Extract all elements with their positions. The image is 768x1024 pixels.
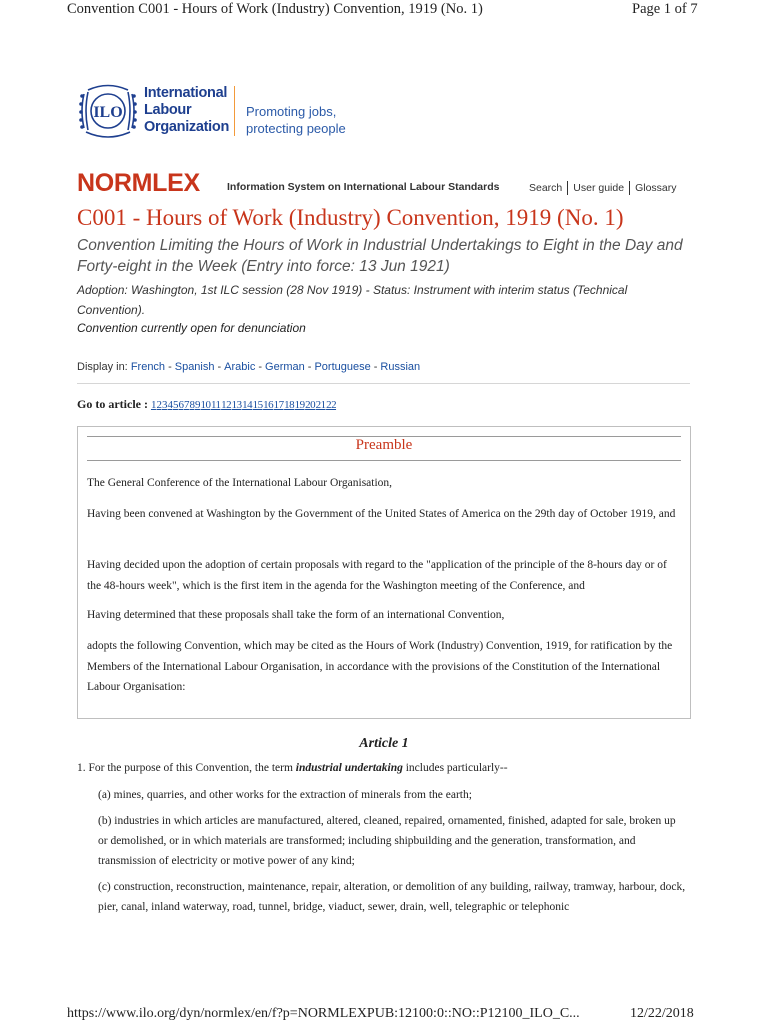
article-link[interactable]: 19 <box>294 399 305 411</box>
ilo-emblem-text: ILO <box>93 104 123 121</box>
top-nav <box>529 181 677 195</box>
nav-divider <box>629 181 630 195</box>
preamble-paragraph: adopts the following Convention, which may be cited as the Hours of Work (Industry) Convention, 1919, for ratification by the Members of the International Labour Organisation, in accordance with the provisions of the Constitution of the International Labour Organisation: <box>87 640 673 693</box>
article-link[interactable]: 1 <box>150 399 156 411</box>
display-in-label: Display in: <box>77 361 128 373</box>
preamble-paragraph: The General Conference of the International Labour Organisation, <box>87 477 393 489</box>
adoption-status: Adoption: Washington, 1st ILC session (28 Nov 1919) - Status: Instrument with interim status (Technical Convention). <box>77 283 628 317</box>
preamble-paragraph: Having decided upon the adoption of certain proposals with regard to the "application of the principle of the 8-hours day or of the 48-hours week", which is the first item in the agenda for the Washington meeting of the Conference, and <box>87 559 667 592</box>
logo-divider <box>234 86 235 136</box>
ilo-name-line: Organization <box>144 119 230 135</box>
article-link[interactable]: 9 <box>194 399 200 411</box>
divider <box>77 383 690 384</box>
goto-label: Go to article : <box>77 397 148 411</box>
article-link[interactable]: 3 <box>161 399 167 411</box>
nav-search-link[interactable]: Search <box>529 182 563 194</box>
article-navigator <box>77 397 337 412</box>
preamble-heading: Preamble <box>355 437 413 453</box>
article-link[interactable]: 4 <box>167 399 173 411</box>
article-link[interactable]: 8 <box>189 399 195 411</box>
ilo-tagline-line: protecting people <box>246 121 346 136</box>
page-title: C001 - Hours of Work (Industry) Convention, 1919 (No. 1) <box>77 205 624 230</box>
article-link[interactable]: 14 <box>242 399 253 411</box>
language-switcher: Display in: French - Spanish - Arabic - German - Portuguese - Russian <box>77 361 421 373</box>
preamble-paragraph: Having determined that these proposals shall take the form of an international Convention, <box>87 609 505 621</box>
print-header-page: Page 1 of 7 <box>632 1 698 17</box>
article-link[interactable]: 18 <box>284 399 295 411</box>
ilo-name-line: Labour <box>144 102 192 118</box>
divider <box>87 460 681 461</box>
print-footer-url: https://www.ilo.org/dyn/normlex/en/f?p=NORMLEXPUB:12100:0::NO::P12100_ILO_C... <box>67 1006 580 1021</box>
system-name: Information System on International Labour Standards <box>227 181 500 193</box>
lang-link-russian[interactable]: Russian <box>380 361 421 373</box>
lang-link-french[interactable]: French <box>130 361 166 373</box>
article-link[interactable]: 7 <box>183 399 189 411</box>
print-footer-date: 12/22/2018 <box>630 1006 694 1021</box>
article-link[interactable]: 13 <box>231 399 242 411</box>
nav-glossary-link[interactable]: Glossary <box>635 182 677 194</box>
article-link[interactable]: 11 <box>210 399 221 411</box>
article-heading: Article 1 <box>359 736 409 751</box>
article-link[interactable]: 6 <box>178 399 184 411</box>
article-link[interactable]: 2 <box>156 399 162 411</box>
article-link[interactable]: 22 <box>326 399 337 411</box>
lang-link-german[interactable]: German <box>265 361 305 373</box>
article-item: (b) industries in which articles are manufactured, altered, cleaned, repaired, ornamented, finished, adapted for sale, broken up or demolished, or in which materials are transformed; including shipbuilding and the generation, transformation, and transmission of electricity or motive power of any kind; <box>98 815 676 867</box>
article-link[interactable]: 5 <box>172 399 178 411</box>
denunciation-note: Convention currently open for denunciation <box>77 321 306 335</box>
article-intro <box>77 758 508 778</box>
article-item: (a) mines, quarries, and other works for the extraction of minerals from the earth; <box>98 789 472 801</box>
article-link[interactable]: 20 <box>305 399 316 411</box>
article-link[interactable]: 12 <box>221 399 232 411</box>
preamble-paragraph: Having been convened at Washington by the Government of the United States of America on the 29th day of October 1919, and <box>87 508 676 520</box>
lang-link-spanish[interactable]: Spanish <box>174 361 215 373</box>
ilo-tagline-line: Promoting jobs, <box>246 104 337 119</box>
article-intro-text: 1. For the purpose of this Convention, the term <box>77 762 296 774</box>
article-link[interactable]: 15 <box>252 399 263 411</box>
lang-link-arabic[interactable]: Arabic <box>224 361 256 373</box>
nav-user-guide-link[interactable]: User guide <box>573 182 625 194</box>
article-intro-text: includes particularly-- <box>402 762 508 774</box>
article-link[interactable]: 17 <box>273 399 284 411</box>
article-link[interactable]: 16 <box>263 399 274 411</box>
normlex-logo[interactable]: NORMLEX <box>77 169 200 197</box>
lang-link-portuguese[interactable]: Portuguese <box>314 361 371 373</box>
print-header-title: Convention C001 - Hours of Work (Industry) Convention, 1919 (No. 1) <box>67 1 483 17</box>
nav-divider <box>567 181 568 195</box>
article-link[interactable]: 10 <box>200 399 211 411</box>
article-item: (c) construction, reconstruction, maintenance, repair, alteration, or demolition of any building, railway, tramway, harbour, dock, pier, canal, inland waterway, road, tunnel, bridge, viaduct, sewer, drain, well, telegraphic or telephonic <box>98 881 686 913</box>
ilo-name-line: International <box>144 85 228 101</box>
defined-term: industrial undertaking <box>295 762 403 774</box>
ilo-emblem-logo <box>78 84 138 138</box>
convention-subtitle: Convention Limiting the Hours of Work in Industrial Undertakings to Eight in the Day and Forty-eight in the Week (Entry into force: 13 Jun 1921) <box>77 237 683 275</box>
article-link[interactable]: 21 <box>315 399 326 411</box>
ilo-tagline <box>246 103 346 137</box>
ilo-name <box>144 85 229 136</box>
